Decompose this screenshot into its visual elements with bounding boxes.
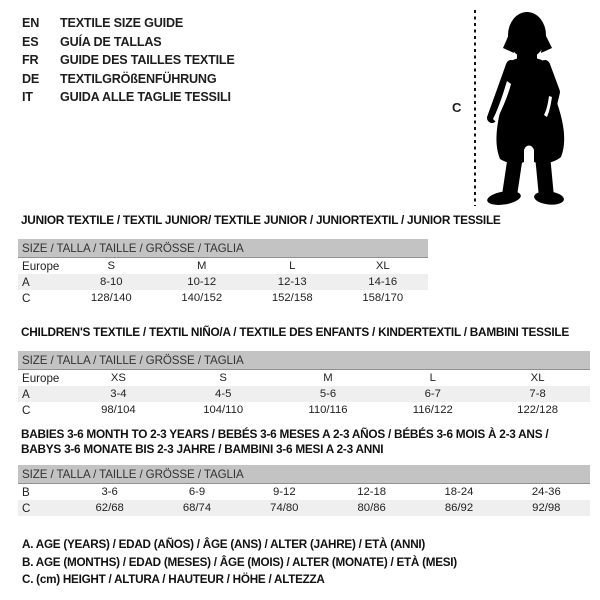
language-label: GUIDE DES TAILLES TEXTILE [60, 53, 235, 68]
size-cell: 62/68 [66, 500, 153, 516]
size-header-label: SIZE / TALLA / TAILLE / GRÖSSE / TAGLIA [18, 239, 428, 258]
size-cell: 68/74 [153, 500, 240, 516]
size-cell: XL [375, 260, 390, 272]
table-row-height [18, 290, 428, 306]
title-line: BABIES 3-6 MONTH TO 2-3 YEARS / BEBÉS 3-6 MESES A 2-3 AÑOS / BÉBÉS 3-6 MOIS À 2-3 ANS / [21, 427, 549, 441]
size-cell: XL [530, 372, 545, 384]
row-label: Europe [22, 371, 60, 385]
size-cell: L [289, 260, 296, 272]
junior-size-table [18, 239, 428, 306]
row-label: A [18, 386, 66, 402]
row-label: C [18, 500, 66, 516]
size-cell: S [107, 260, 116, 272]
size-cell: 140/152 [181, 292, 223, 304]
footnote-legend [22, 536, 457, 589]
junior-textile-section [18, 213, 501, 306]
size-cell: 12-18 [357, 486, 387, 498]
baby-figure-panel [430, 0, 600, 215]
height-measure-label: C [452, 100, 462, 115]
size-header-label: SIZE / TALLA / TAILLE / GRÖSSE / TAGLIA [18, 465, 590, 484]
row-label: C [22, 403, 31, 417]
size-cell: 104/110 [203, 404, 244, 416]
size-cell: 3-6 [101, 486, 118, 498]
size-cell: 3-4 [66, 386, 171, 402]
baby-silhouette-icon [480, 2, 598, 212]
language-title-list [22, 14, 235, 107]
table-row-height [18, 500, 590, 516]
size-cell: 128/140 [90, 292, 132, 304]
language-code: IT [22, 90, 33, 105]
language-label: GUIDA ALLE TAGLIE TESSILI [60, 90, 231, 105]
size-cell: 7-8 [485, 386, 590, 402]
size-header-row [18, 239, 428, 258]
row-label: C [22, 291, 31, 305]
language-code: ES [22, 34, 39, 49]
size-cell: 6-9 [188, 486, 206, 498]
language-label: TEXTILGRÖßENFÜHRUNG [60, 71, 217, 86]
size-cell: 5-6 [276, 386, 381, 402]
table-row-age [18, 386, 590, 402]
size-cell: L [429, 372, 436, 384]
table-row-age-months [18, 484, 590, 501]
size-cell: 4-5 [171, 386, 276, 402]
size-cell: M [323, 372, 333, 384]
row-label: Europe [22, 259, 60, 273]
size-cell: 24-36 [531, 486, 561, 498]
title-line: CHILDREN'S TEXTILE / TEXTIL NIÑO/A / TEXTILE DES ENFANTS / KINDERTEXTIL / BAMBINI TESSILE [21, 325, 569, 339]
children-size-table [18, 351, 590, 418]
size-cell: 98/104 [101, 404, 136, 416]
size-cell: 14-16 [338, 274, 429, 290]
size-cell: 80/86 [328, 500, 415, 516]
size-cell: 9-12 [273, 486, 296, 498]
language-code: FR [22, 53, 39, 68]
size-cell: 74/80 [241, 500, 328, 516]
language-row-es [22, 33, 235, 52]
size-cell: 6-7 [380, 386, 485, 402]
footnote-b: B. AGE (MONTHS) / EDAD (MESES) / ÂGE (MOIS) / ALTER (MONATE) / ETÀ (MESI) [22, 555, 457, 569]
size-cell: 8-10 [66, 274, 157, 290]
size-cell: 116/122 [412, 404, 453, 416]
row-label: B [22, 485, 30, 499]
table-row-height [18, 402, 590, 418]
size-cell: S [219, 372, 227, 384]
babies-textile-section [18, 427, 590, 516]
language-label: TEXTILE SIZE GUIDE [60, 16, 184, 30]
size-cell: XS [110, 372, 126, 384]
babies-size-table [18, 465, 590, 516]
size-header-row [18, 465, 590, 484]
size-header-label: SIZE / TALLA / TAILLE / GRÖSSE / TAGLIA [18, 351, 590, 370]
size-cell: 92/98 [503, 500, 590, 516]
children-table-title [21, 325, 590, 339]
size-cell: 12-13 [247, 274, 338, 290]
language-code: EN [22, 16, 40, 30]
height-measure-dotted-line [474, 10, 476, 206]
size-cell: 18-24 [444, 486, 474, 498]
table-row-age [18, 274, 428, 290]
children-textile-section [18, 325, 590, 418]
footnote-a: A. AGE (YEARS) / EDAD (AÑOS) / ÂGE (ANS) / ALTER (JAHRE) / ETÀ (ANNI) [22, 538, 426, 551]
title-line: JUNIOR TEXTILE / TEXTIL JUNIOR/ TEXTILE JUNIOR / JUNIORTEXTIL / JUNIOR TESSILE [21, 213, 501, 227]
babies-table-title [21, 427, 590, 457]
title-line: BABYS 3-6 MONATE BIS 2-3 JAHRE / BAMBINI 3-6 MESI A 2-3 ANNI [21, 442, 384, 456]
size-header-row [18, 351, 590, 370]
footnote-c: C. (cm) HEIGHT / ALTURA / HAUTEUR / HÖHE / ALTEZZA [22, 573, 325, 586]
row-label: A [18, 274, 66, 290]
language-row-it [22, 88, 235, 107]
table-row-europe [18, 370, 590, 387]
language-row-fr [22, 51, 235, 70]
size-cell: 122/128 [517, 404, 559, 416]
size-cell: M [197, 260, 207, 272]
size-cell: 152/158 [271, 292, 313, 304]
table-row-europe [18, 258, 428, 275]
size-cell: 86/92 [415, 500, 502, 516]
language-label: GUÍA DE TALLAS [60, 34, 162, 49]
language-code: DE [22, 71, 40, 86]
language-row-de [22, 70, 235, 89]
junior-table-title [21, 213, 501, 227]
size-cell: 158/170 [362, 292, 404, 304]
size-cell: 10-12 [157, 274, 248, 290]
size-cell: 110/116 [308, 404, 348, 416]
language-row-en [22, 14, 235, 33]
